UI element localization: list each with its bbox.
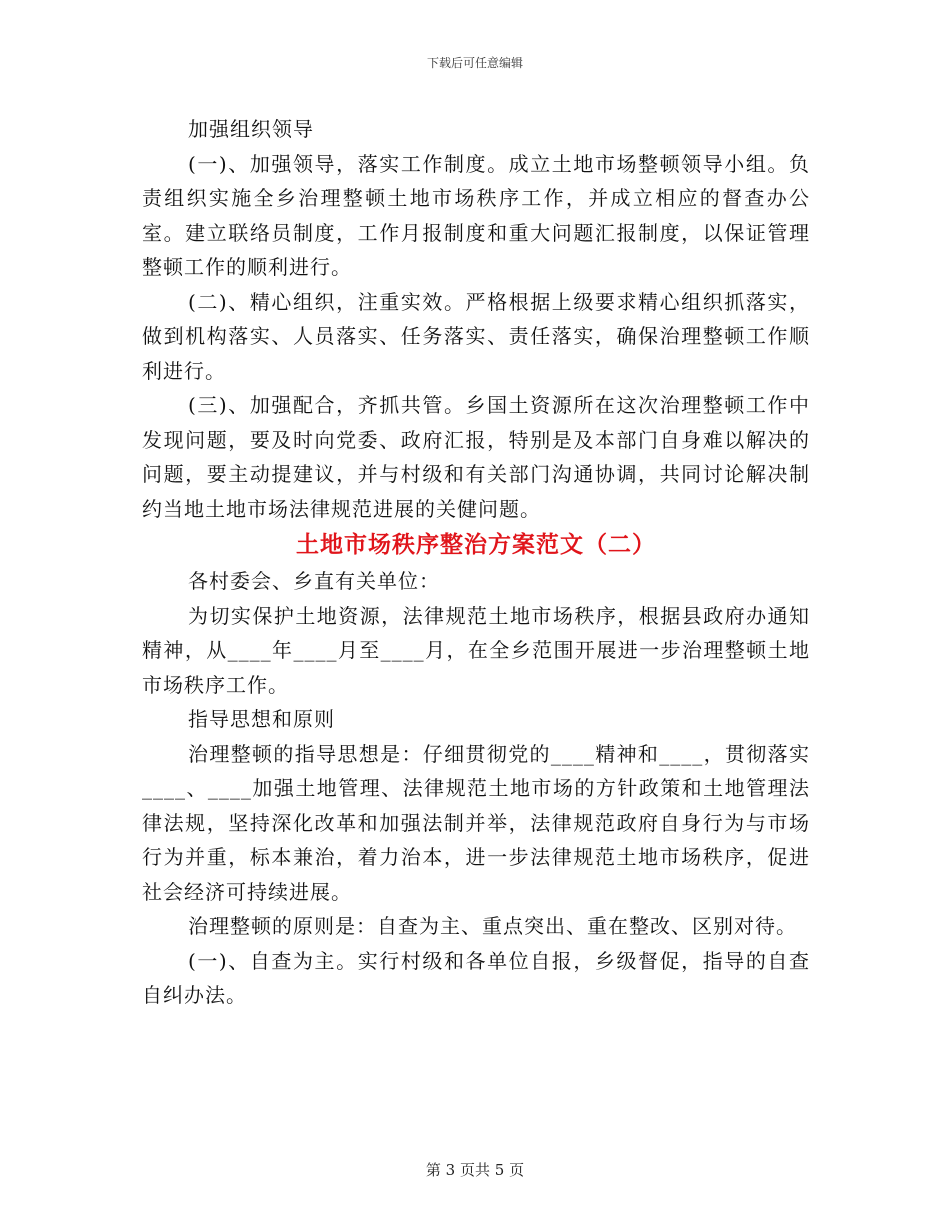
- paragraph-heading-org: 加强组织领导: [188, 117, 314, 141]
- paragraph-salutation: 各村委会、乡直有关单位：: [188, 569, 440, 593]
- paragraph-self-check: (一)、自查为主。实行村级和各单位自报，乡级督促，指导的自查自纠办法。: [142, 948, 810, 1007]
- paragraph-item-1: (一)、加强领导，落实工作制度。成立土地市场整顿领导小组。负责组织实施全乡治理整顿土地市场秩序工作，并成立相应的督查办公室。建立联络员制度，工作月报制度和重大问题汇报制度，以保证管理整顿工作的顺利进行。: [142, 151, 810, 279]
- paragraph-principles: 治理整顿的原则是：自查为主、重点突出、重在整改、区别对待。: [188, 914, 797, 938]
- paragraph-guiding-thought: 治理整顿的指导思想是：仔细贯彻党的____精神和____，贯彻落实____、____加强土地管理、法律规范土地市场的方针政策和土地管理法律法规，坚持深化改革和加强法制并举，法律规范政府自身行为与市场行为并重，标本兼治，着力治本，进一步法律规范土地市场秩序，促进社会经济可持续进展。: [142, 741, 810, 904]
- page-footer: 第 3 页共 5 页: [425, 1161, 525, 1179]
- paragraph-heading-guidance: 指导思想和原则: [188, 707, 335, 731]
- paragraph-item-2: (二)、精心组织，注重实效。严格根据上级要求精心组织抓落实，做到机构落实、人员落实、任务落实、责任落实，确保治理整顿工作顺利进行。: [142, 289, 810, 383]
- paragraph-intro: 为切实保护土地资源，法律规范土地市场秩序，根据县政府办通知精神，从____年____月至____月，在全乡范围开展进一步治理整顿土地市场秩序工作。: [142, 603, 810, 697]
- section-title: 土地市场秩序整治方案范文（二）: [296, 531, 656, 558]
- document-body: [142, 112, 810, 1013]
- page-header: 下载后可任意编辑: [426, 56, 523, 70]
- paragraph-item-3: (三)、加强配合，齐抓共管。乡国土资源所在这次治理整顿工作中发现问题，要及时向党委、政府汇报，特别是及本部门自身难以解决的问题，要主动提建议，并与村级和有关部门沟通协调，共同讨论解决制约当地土地市场法律规范进展的关健问题。: [142, 393, 810, 521]
